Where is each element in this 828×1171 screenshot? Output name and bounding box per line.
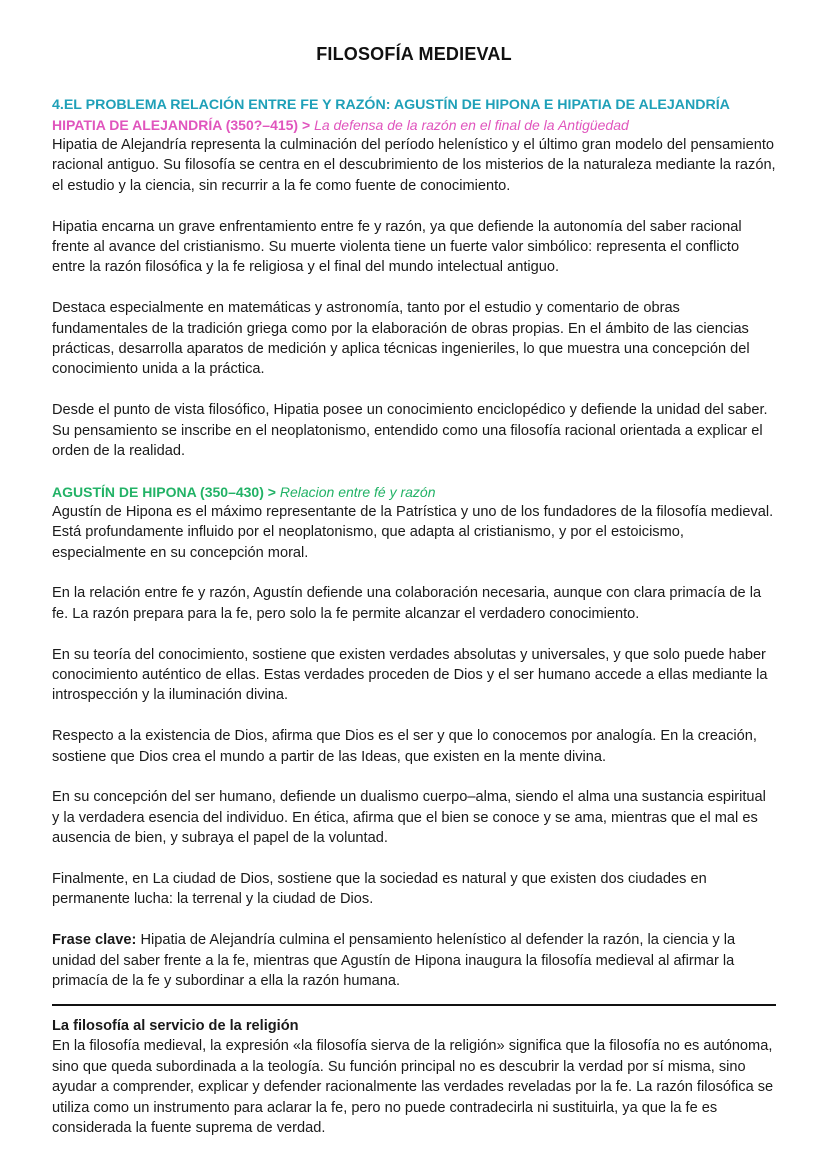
- frase-clave-paragraph: [52, 930, 776, 991]
- agustin-paragraph-6: Finalmente, en La ciudad de Dios, sostiene que la sociedad es natural y que existen dos ciudades en permanente lucha: la terrenal y la ciudad de Dios.: [52, 871, 707, 908]
- religion-section-paragraph: En la filosofía medieval, la expresión «la filosofía sierva de la religión» significa que la filosofía no es autónoma, sino que queda subordinada a la teología. Su función principal no es descubrir la verdad por sí misma, sino ayudar a comprender, explicar y defender racionalmente las verdades reveladas por la fe. La razón filosófica se utiliza como un instrumento para aclarar la fe, pero no puede contradecirla ni sustituirla, ya que la fe es considerada la fuente suprema de verdad.: [52, 1038, 774, 1136]
- hipatia-paragraph-3: Destaca especialmente en matemáticas y astronomía, tanto por el estudio y comentario de obras fundamentales de la tradición griega como por la elaboración de obras propias. En el ámbito de las ciencias prácticas, desarrolla aparatos de medición y aplica técnicas ingenieriles, lo que muestra una concepción del conocimiento unida a la práctica.: [52, 300, 750, 378]
- agustin-subheading: [52, 482, 776, 502]
- agustin-topic: Relacion entre fé y razón: [279, 483, 436, 500]
- agustin-paragraph-3: En su teoría del conocimiento, sostiene que existen verdades absolutas y universales, y que solo puede haber conocimiento auténtico de ellas. Estas verdades proceden de Dios y el ser humano accede a ellas mediante la introspección y la iluminación divina.: [52, 646, 768, 704]
- frase-clave-label: Frase clave:: [52, 932, 137, 949]
- agustin-paragraph-1: Agustín de Hipona es el máximo representante de la Patrística y uno de los fundadores de la filosofía medieval. Está profundamente influido por el neoplatonismo, que adapta al cristianismo, y por el estoicismo, especialmente en su concepción moral.: [52, 503, 774, 561]
- agustin-arrow: >: [267, 483, 276, 500]
- document-title: FILOSOFÍA MEDIEVAL: [316, 44, 512, 64]
- hipatia-topic: La defensa de la razón en el final de la Antigüedad: [314, 117, 629, 133]
- religion-section-heading: La filosofía al servicio de la religión: [52, 1017, 299, 1034]
- hipatia-paragraph-4: Desde el punto de vista filosófico, Hipatia posee un conocimiento enciclopédico y defiende la unidad del saber. Su pensamiento se inscribe en el neoplatonismo, entendido como una filosofía racional orientada a explicar el orden de la realidad.: [52, 402, 768, 460]
- agustin-paragraph-2: En la relación entre fe y razón, Agustín defiende una colaboración necesaria, aunque con clara primacía de la fe. La razón prepara para la fe, pero solo la fe permite alcanzar el verdadero conocimiento.: [52, 585, 762, 622]
- hipatia-paragraph-1: Hipatia de Alejandría representa la culminación del período helenístico y el último gran modelo del pensamiento racional antiguo. Su filosofía se centra en el descubrimiento de los misterios de la naturaleza mediante la razón, el estudio y la ciencia, sin recurrir a la fe como fuente de conocimiento.: [52, 137, 776, 194]
- section-heading: 4.EL PROBLEMA RELACIÓN ENTRE FE Y RAZÓN: AGUSTÍN DE HIPONA E HIPATIA DE ALEJANDRÍA: [52, 97, 730, 113]
- section-divider: [52, 1004, 776, 1006]
- hipatia-name: HIPATIA DE ALEJANDRÍA (350?–415): [52, 117, 299, 133]
- hipatia-paragraph-2: Hipatia encarna un grave enfrentamiento entre fe y razón, ya que defiende la autonomía del saber racional frente al avance del cristianismo. Su muerte violenta tiene un fuerte valor simbólico: representa el conflicto entre la razón filosófica y la fe religiosa y el final del mundo intelectual antiguo.: [52, 218, 742, 276]
- agustin-paragraph-5: En su concepción del ser humano, defiende un dualismo cuerpo–alma, siendo el alma una sustancia espiritual y la verdadera esencia del individuo. En ética, afirma que el bien se conoce y se ama, mientras que el mal es ausencia de bien, y subraya el papel de la voluntad.: [52, 789, 766, 847]
- agustin-paragraph-4: Respecto a la existencia de Dios, afirma que Dios es el ser y que lo conocemos por analogía. En la creación, sostiene que Dios crea el mundo a partir de las Ideas, que existen en la mente divina.: [52, 728, 757, 765]
- hipatia-subheading: [52, 115, 776, 135]
- frase-clave-text: Hipatia de Alejandría culmina el pensamiento helenístico al defender la razón, la ciencia y la unidad del saber frente a la fe, mientras que Agustín de Hipona inaugura la filosofía medieval al afirmar la primacía de la fe y subordinar a ella la razón humana.: [52, 932, 736, 990]
- hipatia-arrow: >: [301, 117, 311, 133]
- agustin-name: AGUSTÍN DE HIPONA (350–430): [52, 483, 264, 500]
